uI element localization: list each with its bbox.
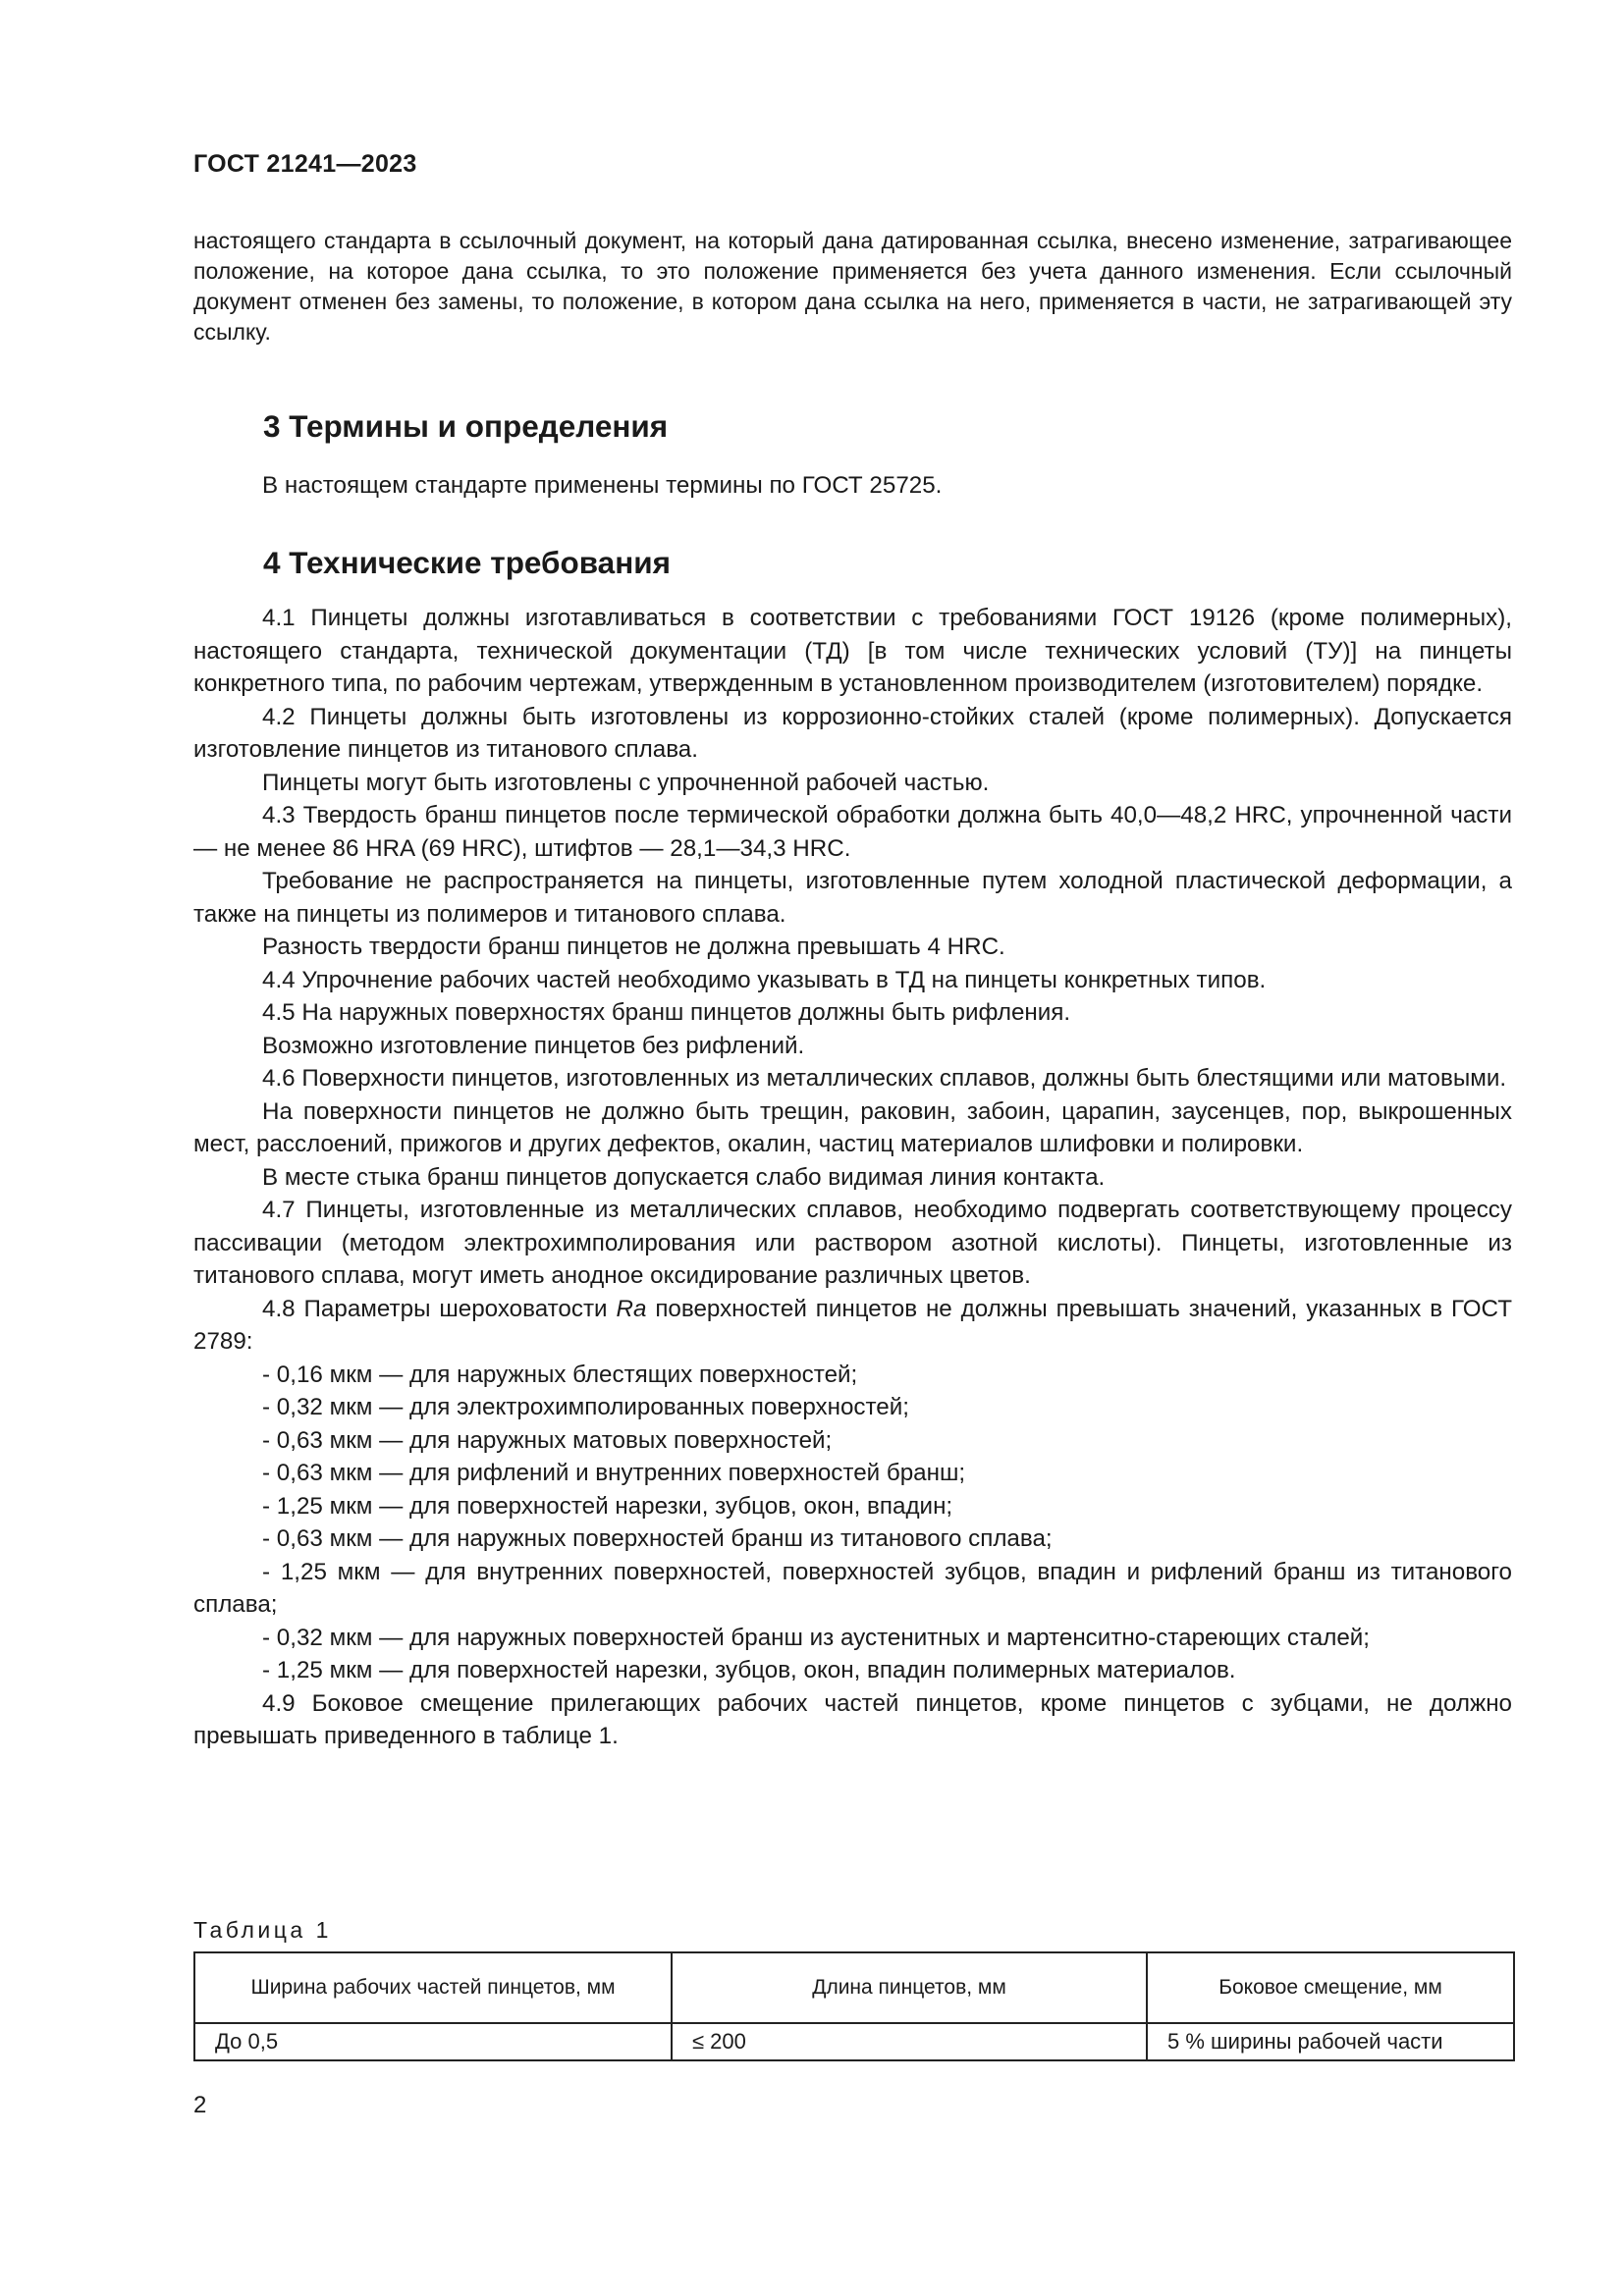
paragraph-4-6: 4.6 Поверхности пинцетов, изготовленных из металлических сплавов, должны быть блестящими или матовыми. — [262, 1065, 1507, 1092]
list-item: - 0,63 мкм — для рифлений и внутренних поверхностей бранш; — [262, 1460, 966, 1486]
section-4-body — [193, 602, 1512, 1753]
table-caption: Таблица 1 — [193, 1917, 332, 1943]
list-item: - 0,32 мкм — для наружных поверхностей бранш из аустенитных и мартенситно-стареющих сталей; — [262, 1624, 1371, 1651]
paragraph-4-3: 4.3 Твердость бранш пинцетов после термической обработки должна быть 40,0—48,2 HRC, упрочненной части — не менее 86 HRA (69 HRC), штифтов — 28,1—34,3 HRC. — [193, 802, 1512, 862]
list-item: - 1,25 мкм — для поверхностей нарезки, зубцов, окон, впадин; — [262, 1492, 953, 1520]
list-item: - 0,32 мкм — для электрохимполированных поверхностей; — [262, 1394, 909, 1420]
paragraph-4-8 — [193, 1293, 1512, 1359]
table-cell: 5 % ширины рабочей части — [1147, 2023, 1514, 2060]
section-3-heading: 3 Термины и определения — [263, 408, 669, 444]
paragraph-4-2: 4.2 Пинцеты должны быть изготовлены из коррозионно-стойких сталей (кроме полимерных). Допускается изготовление пинцетов из титанового сплава. — [193, 703, 1512, 763]
intro-paragraph-block — [193, 226, 1512, 347]
list-item: - 0,16 мкм — для наружных блестящих поверхностей; — [262, 1361, 858, 1388]
table-header-cell: Ширина рабочих частей пинцетов, мм — [194, 1952, 672, 2023]
paragraph-4-3-note: Требование не распространяется на пинцеты, изготовленные путем холодной пластической деформации, а также на пинцеты из полимеров и титанового сплава. — [193, 868, 1512, 928]
table-cell: До 0,5 — [194, 2023, 672, 2060]
table-cell: ≤ 200 — [672, 2023, 1147, 2060]
table-1 — [193, 1951, 1515, 2061]
section-4-heading: 4 Технические требования — [263, 545, 671, 580]
ra-symbol: Ra — [616, 1295, 647, 1322]
paragraph-4-6-contact-line: В месте стыка бранш пинцетов допускается слабо видимая линия контакта. — [262, 1163, 1106, 1191]
paragraph-4-1: 4.1 Пинцеты должны изготавливаться в соответствии с требованиями ГОСТ 19126 (кроме полимерных), настоящего стандарта, технической документации (ТД) [в том числе технических условий (ТУ)] на пинцеты конкретного типа, по рабочим чертежам, утвержденным в установленном производителем (изготовителем) порядке. — [193, 605, 1512, 697]
paragraph-4-7: 4.7 Пинцеты, изготовленные из металлических сплавов, необходимо подвергать соответствующему процессу пассивации (методом электрохимполирования или раствором азотной кислоты). Пинцеты, изготовленные из титанового сплава, могут иметь анодное оксидирование различных цветов. — [193, 1197, 1512, 1289]
table-header-cell: Длина пинцетов, мм — [672, 1952, 1147, 2023]
table-header-row — [194, 1952, 1514, 2023]
paragraph-4-6-defects: На поверхности пинцетов не должно быть трещин, раковин, забоин, царапин, заусенцев, пор, выкрошенных мест, расслоений, прижогов и других дефектов, окалин, частиц материалов шлифовки и полировки. — [193, 1097, 1512, 1157]
list-item: - 1,25 мкм — для внутренних поверхностей, поверхностей зубцов, впадин и рифлений бранш из титанового сплава; — [193, 1558, 1512, 1618]
paragraph-4-8-start: 4.8 Параметры шероховатости — [262, 1295, 617, 1322]
paragraph-4-3-hardness-diff: Разность твердости бранш пинцетов не должна превышать 4 HRC. — [262, 934, 1005, 960]
section-3-text: В настоящем стандарте применены термины по ГОСТ 25725. — [262, 472, 943, 499]
paragraph-4-2-note: Пинцеты могут быть изготовлены с упрочненной рабочей частью. — [262, 769, 990, 796]
list-item: - 1,25 мкм — для поверхностей нарезки, зубцов, окон, впадин полимерных материалов. — [262, 1657, 1236, 1683]
page-number: 2 — [193, 2092, 207, 2118]
table-header-cell: Боковое смещение, мм — [1147, 1952, 1514, 2023]
table-row — [194, 2023, 1514, 2060]
document-header: ГОСТ 21241—2023 — [193, 150, 417, 178]
section-3-body — [193, 469, 1512, 503]
paragraph-4-9: 4.9 Боковое смещение прилегающих рабочих частей пинцетов, кроме пинцетов с зубцами, не должно превышать приведенного в таблице 1. — [193, 1689, 1512, 1749]
intro-paragraph: настоящего стандарта в ссылочный документ, на который дана датированная ссылка, внесено изменение, затрагивающее положение, на которое дана ссылка, то это положение применяется без учета данного изменения. Если ссылочный документ отменен без замены, то положение, в котором дана ссылка на него, применяется в части, не затрагивающей эту ссылку. — [193, 228, 1512, 345]
paragraph-4-8-end: поверхностей пинцетов не должны превышать значений, указанных в ГОСТ 2789: — [193, 1295, 1512, 1355]
paragraph-4-5: 4.5 На наружных поверхностях бранш пинцетов должны быть рифления. — [262, 999, 1071, 1026]
paragraph-4-5-note: Возможно изготовление пинцетов без рифлений. — [262, 1032, 805, 1059]
list-item: - 0,63 мкм — для наружных поверхностей бранш из титанового сплава; — [262, 1525, 1053, 1552]
list-item: - 0,63 мкм — для наружных матовых поверхностей; — [262, 1426, 833, 1454]
paragraph-4-4: 4.4 Упрочнение рабочих частей необходимо указывать в ТД на пинцеты конкретных типов. — [262, 966, 1267, 993]
